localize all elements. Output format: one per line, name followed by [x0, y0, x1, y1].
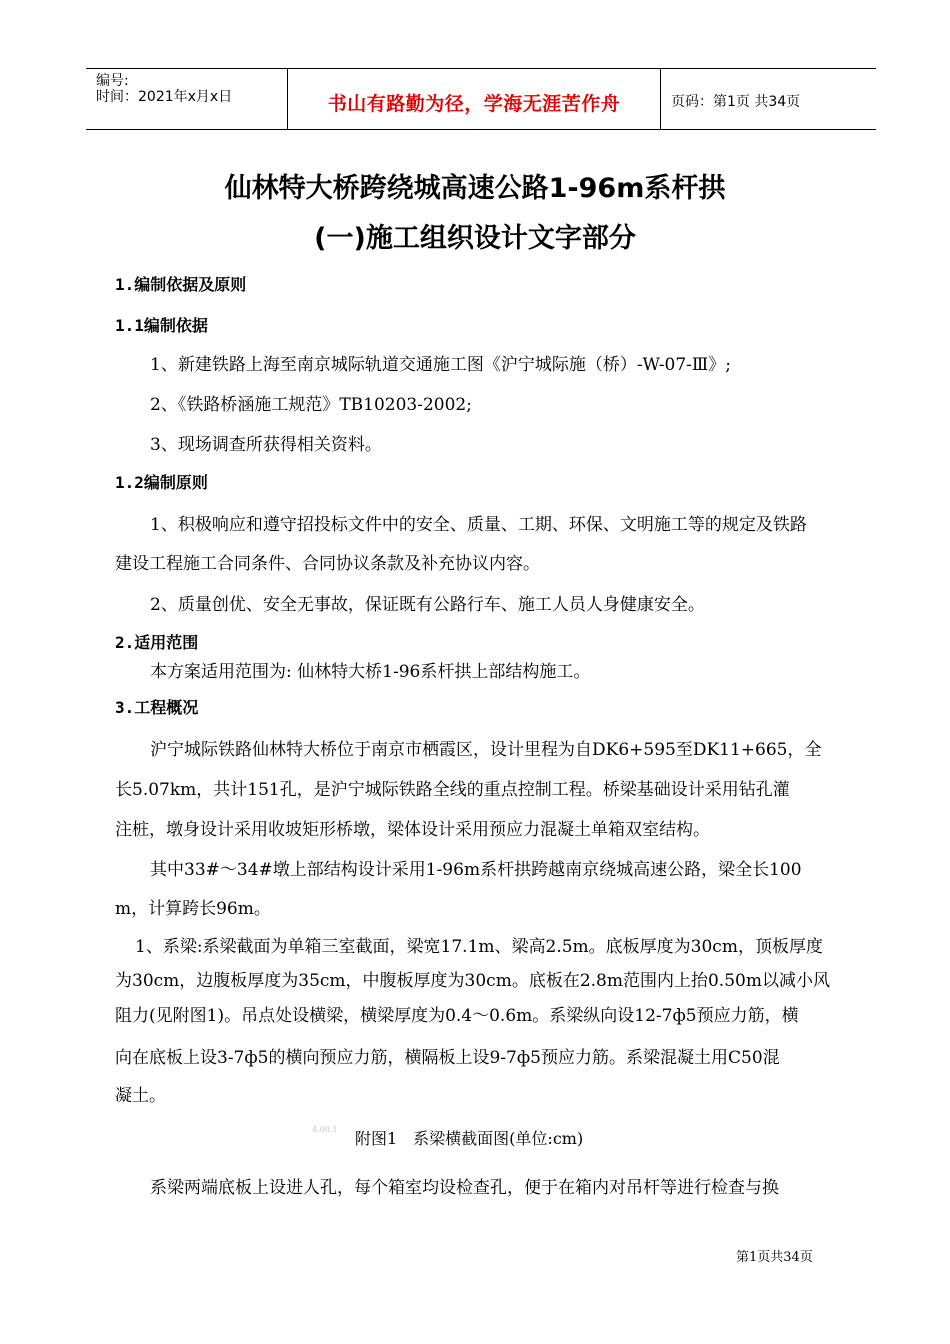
section-heading-1-2: 1.2编制原则 — [115, 473, 208, 492]
header-page-info: 页码：第1页 共34页 — [671, 94, 801, 110]
principle-2: 2、质量创优、安全无事故，保证既有公路行车、施工人员人身健康安全。 — [150, 595, 705, 615]
scope-text: 本方案适用范围为: 仙林特大桥1-96系杆拱上部结构施工。 — [150, 662, 591, 682]
basis-item-1: 1、新建铁路上海至南京城际轨道交通施工图《沪宁城际施（桥）-W-07-Ⅲ》; — [150, 355, 732, 375]
overview-p1-line1: 沪宁城际铁路仙林特大桥位于南京市栖霞区，设计里程为自DK6+595至DK11+665，全 — [150, 740, 822, 760]
overview-p1-line2: 长5.07km，共计151孔，是沪宁城际铁路全线的重点控制工程。桥梁基础设计采用钻孔灌 — [115, 780, 790, 800]
page-footer: 第1页共34页 — [736, 1250, 813, 1265]
document-title-line1: 仙林特大桥跨绕城高速公路1-96m系杆拱 — [224, 173, 726, 204]
section-heading-3: 3.工程概况 — [115, 698, 199, 717]
basis-item-2: 2、《铁路桥涵施工规范》TB10203-2002; — [150, 395, 472, 415]
header-meta-cell — [86, 69, 288, 129]
section-heading-2: 2.适用范围 — [115, 633, 199, 652]
overview-p1-line3: 注桩，墩身设计采用收坡矩形桥墩，梁体设计采用预应力混凝土单箱双室结构。 — [115, 820, 710, 840]
header-motto: 书山有路勤为径，学海无涯苦作舟 — [327, 93, 621, 115]
overview-p2-line1: 其中33#～34#墩上部结构设计采用1-96m系杆拱跨越南京绕城高速公路，梁全长100 — [150, 860, 802, 880]
overview-p3-line4: 向在底板上设3-7ф5的横向预应力筋，横隔板上设9-7ф5预应力筋。系梁混凝土用C50混 — [115, 1048, 780, 1068]
document-time-label: 时间：2021年x月x日 — [96, 89, 233, 105]
section-heading-1: 1.编制依据及原则 — [115, 275, 247, 294]
overview-p3-line3: 阻力(见附图1)。吊点处设横梁，横梁厚度为0.4～0.6m。系梁纵向设12-7ф5预应力筋，横 — [115, 1006, 799, 1026]
document-title-line2: (一)施工组织设计文字部分 — [314, 223, 636, 254]
faint-figure-mark: 4.00.1 — [312, 1125, 338, 1134]
overview-p4-line1: 系梁两端底板上设进人孔，每个箱室均设检查孔，便于在箱内对吊杆等进行检查与换 — [150, 1178, 779, 1198]
principle-1-line2: 建设工程施工合同条件、合同协议条款及补充协议内容。 — [115, 554, 540, 574]
overview-p3-line1: 1、系梁:系梁截面为单箱三室截面，梁宽17.1m、梁高2.5m。底板厚度为30cm，顶板厚度 — [135, 937, 823, 957]
section-heading-1-1: 1.1编制依据 — [115, 316, 208, 335]
principle-1-line1: 1、积极响应和遵守招投标文件中的安全、质量、工期、环保、文明施工等的规定及铁路 — [150, 515, 807, 535]
overview-p3-line2: 为30cm，边腹板厚度为35cm，中腹板厚度为30cm。底板在2.8m范围内上抬0.50m以减小风 — [115, 971, 830, 991]
header-motto-cell — [288, 69, 661, 129]
header-page-cell — [661, 69, 876, 129]
basis-item-3: 3、现场调查所获得相关资料。 — [150, 435, 382, 455]
overview-p2-line2: m，计算跨长96m。 — [115, 899, 271, 919]
overview-p3-line5: 凝土。 — [115, 1086, 166, 1106]
page-header — [86, 68, 876, 130]
document-number-label: 编号: — [96, 73, 129, 89]
figure-caption: 附图1 系梁横截面图(单位:cm) — [355, 1129, 584, 1148]
